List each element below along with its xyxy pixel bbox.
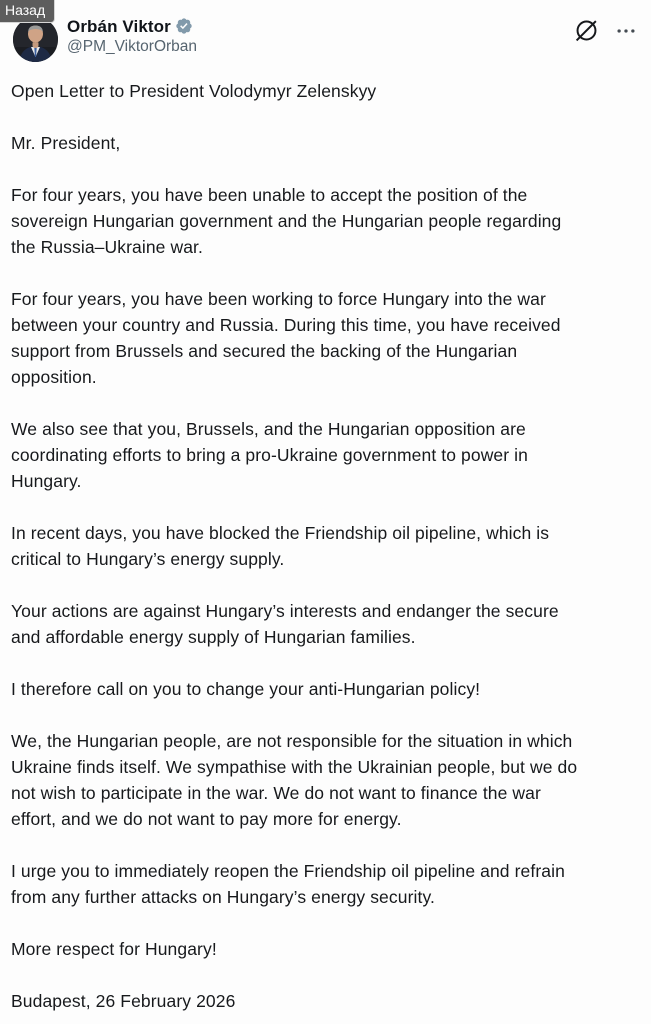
author-handle[interactable]: @PM_ViktorOrban	[67, 38, 198, 55]
tweet-paragraph	[11, 598, 635, 650]
tweet-line: We, the Hungarian people, are not responsible for the situation in which	[11, 731, 573, 751]
tweet-line: Your actions are against Hungary’s interests and endanger the secure	[11, 601, 559, 621]
tweet-paragraph	[11, 416, 635, 494]
tweet-paragraph	[11, 130, 635, 156]
tweet-line: and affordable energy supply of Hungarian families.	[11, 627, 416, 647]
tweet-line: coordinating efforts to bring a pro-Ukraine government to power in	[11, 445, 528, 465]
tweet-text	[11, 78, 635, 1014]
tweet-line: Ukraine finds itself. We sympathise with the Ukrainian people, but we do	[11, 757, 578, 777]
grok-icon[interactable]	[573, 17, 599, 43]
tweet-paragraph	[11, 936, 635, 962]
tweet-line: not wish to participate in the war. We do not want to finance the war	[11, 783, 541, 803]
tweet-line: critical to Hungary’s energy supply.	[11, 549, 285, 569]
tweet-line: sovereign Hungarian government and the Hungarian people regarding	[11, 211, 562, 231]
tweet-paragraph	[11, 988, 635, 1014]
tweet-paragraph	[11, 286, 635, 390]
tweet-line: I therefore call on you to change your anti-Hungarian policy!	[11, 679, 481, 699]
tweet-header	[0, 0, 651, 80]
tweet-line: Mr. President,	[11, 133, 121, 153]
tweet-line: More respect for Hungary!	[11, 939, 217, 959]
tweet-paragraph	[11, 182, 635, 260]
tweet-line: effort, and we do not want to pay more for energy.	[11, 809, 402, 829]
tweet-line: I urge you to immediately reopen the Friendship oil pipeline and refrain	[11, 861, 565, 881]
tweet-paragraph	[11, 520, 635, 572]
avatar[interactable]	[13, 17, 58, 62]
avatar-portrait-image	[13, 17, 58, 62]
tweet-paragraph	[11, 676, 635, 702]
tweet-line: Hungary.	[11, 471, 82, 491]
tweet-line: For four years, you have been unable to accept the position of the	[11, 185, 528, 205]
tweet-paragraph	[11, 728, 635, 832]
tweet-line: Open Letter to President Volodymyr Zelenskyy	[11, 81, 377, 101]
tweet-paragraph	[11, 858, 635, 910]
tweet-line: from any further attacks on Hungary’s energy security.	[11, 887, 435, 907]
tweet-line: opposition.	[11, 367, 97, 387]
tweet-line: the Russia–Ukraine war.	[11, 237, 203, 257]
header-actions	[573, 16, 639, 44]
author-display-name[interactable]: Orbán Viktor	[67, 16, 171, 36]
tweet-line: support from Brussels and secured the backing of the Hungarian	[11, 341, 518, 361]
author-block	[67, 17, 197, 55]
tweet-line: We also see that you, Brussels, and the Hungarian opposition are	[11, 419, 526, 439]
back-button[interactable]: Назад	[0, 0, 55, 23]
verified-badge-icon	[175, 17, 193, 35]
tweet-line: In recent days, you have blocked the Friendship oil pipeline, which is	[11, 523, 550, 543]
more-ellipsis-icon[interactable]	[613, 18, 639, 44]
tweet-line: For four years, you have been working to force Hungary into the war	[11, 289, 546, 309]
tweet-line: between your country and Russia. During this time, you have received	[11, 315, 561, 335]
tweet-paragraph	[11, 78, 635, 104]
tweet-line: Budapest, 26 February 2026	[11, 991, 236, 1011]
